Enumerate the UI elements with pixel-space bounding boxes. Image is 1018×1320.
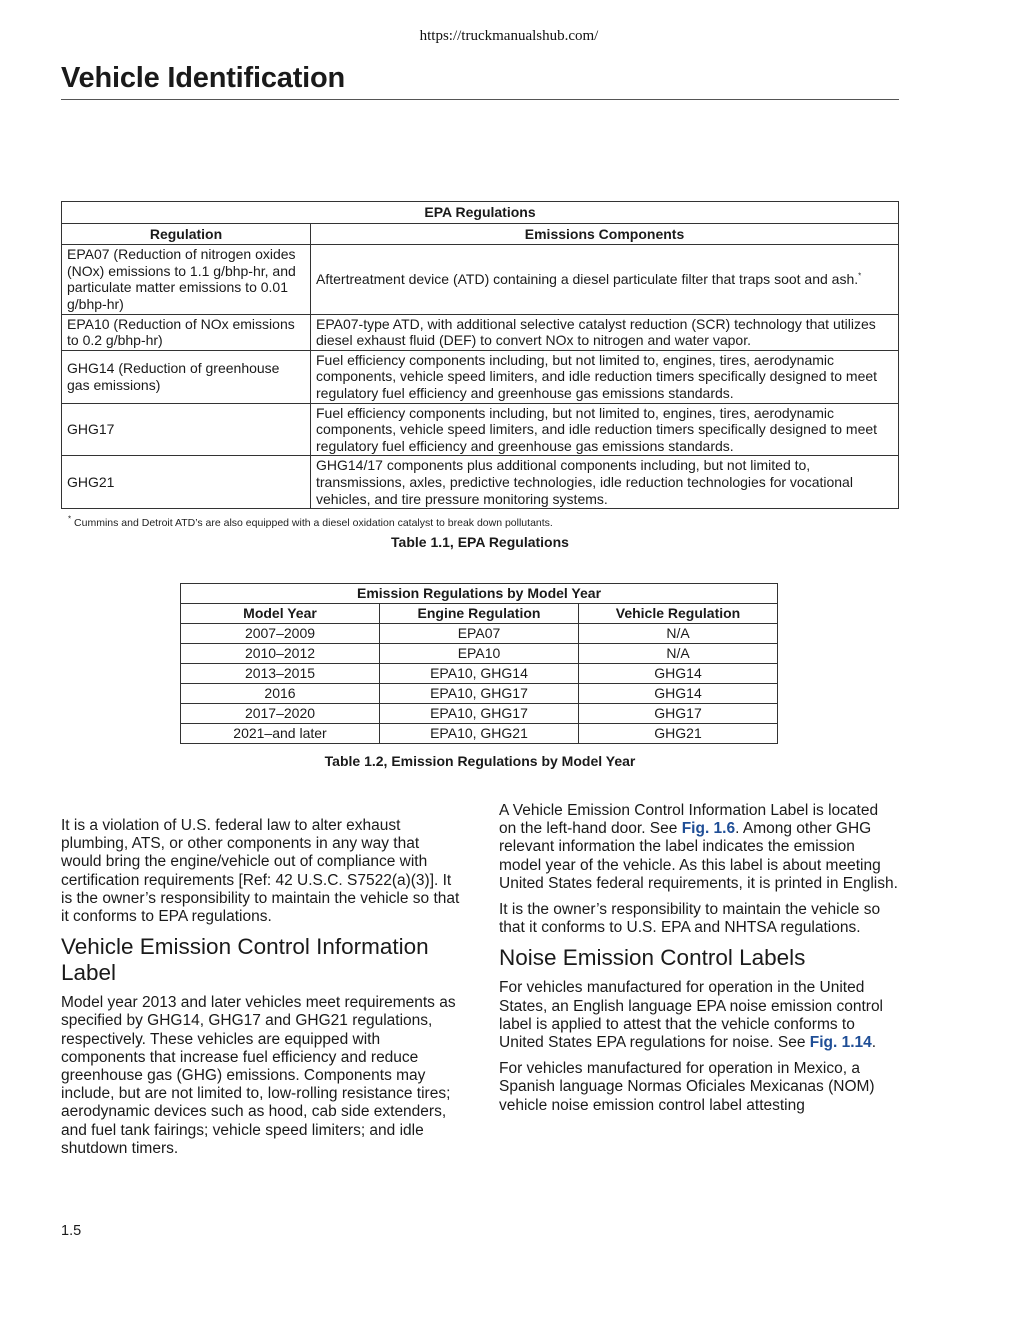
regulation-cell: GHG21 <box>62 456 311 509</box>
components-cell: Fuel efficiency components including, but not limited to, engines, tires, aerodynamic components, vehicle speed limiters, and idle reduction timers specifically designed to meet regulatory fuel efficiency and greenhouse gas emissions standards. <box>311 350 899 403</box>
section-heading: Vehicle Emission Control Information Label <box>61 934 429 986</box>
table-row <box>181 724 778 744</box>
table-footnote <box>68 514 553 529</box>
table-row <box>62 350 899 403</box>
paragraph: For vehicles manufactured for operation in Mexico, a Spanish language Normas Oficiales Mexicanas (NOM) vehicle noise emission control label attesting <box>499 1060 875 1114</box>
components-cell: Fuel efficiency components including, but not limited to, engines, tires, aerodynamic components, vehicle speed limiters, and idle reduction timers specifically designed to meet regulatory fuel efficiency and greenhouse gas emissions standards. <box>311 403 899 456</box>
left-column <box>61 817 461 1166</box>
components-cell: GHG14/17 components plus additional components including, but not limited to, transmissions, axles, predictive technologies, idle reduction technologies for vocational vehicles, and tire pressure monitoring systems. <box>311 456 899 509</box>
table-cell: EPA10, GHG21 <box>380 724 579 744</box>
paragraph-text: For vehicles manufactured for operation in the United States, an English language EPA noise emission control label is applied to attest that the vehicle conforms to United States EPA regulations for noise. See <box>499 979 884 1052</box>
paragraph-text: . Among other GHG relevant information the label indicates the emission model year of the vehicle. As this label is about meeting United States federal requirements, it is printed in English. <box>499 820 898 892</box>
table-caption: Table 1.1, EPA Regulations <box>391 534 569 550</box>
regulation-cell: EPA10 (Reduction of NOx emissions to 0.2 g/bhp-hr) <box>62 314 311 350</box>
table-cell: 2016 <box>181 684 380 704</box>
title-divider <box>61 99 899 100</box>
column-header-regulation: Regulation <box>62 223 311 245</box>
table-row <box>181 624 778 644</box>
table-cell: 2017–2020 <box>181 704 380 724</box>
regulation-cell: GHG14 (Reduction of greenhouse gas emissions) <box>62 350 311 403</box>
table-title: EPA Regulations <box>62 202 899 224</box>
table-cell: 2007–2009 <box>181 624 380 644</box>
table-title: Emission Regulations by Model Year <box>181 584 778 604</box>
column-header-model-year: Model Year <box>181 604 380 624</box>
regulation-cell: GHG17 <box>62 403 311 456</box>
footnote-text: Cummins and Detroit ATD’s are also equipped with a diesel oxidation catalyst to break down pollutants. <box>74 517 553 529</box>
components-text: Aftertreatment device (ATD) containing a diesel particulate filter that traps soot and ash. <box>316 271 859 288</box>
figure-link[interactable]: Fig. 1.6 <box>681 820 736 838</box>
paragraph-text: . <box>871 1034 877 1052</box>
paragraph: Model year 2013 and later vehicles meet requirements as specified by GHG14, GHG17 and GHG21 regulations, respectively. These vehicles are equipped with components that increase fuel efficiency and reduce greenhouse gas (GHG) emissions. Components may include, but are not limited to, low-rolling resistance tires; aerodynamic devices such as hood, cab side extenders, and fuel tank fairings; vehicle speed limiters; and idle shutdown timers. <box>61 994 456 1157</box>
emission-regulations-table <box>180 583 778 744</box>
table-cell: GHG14 <box>579 684 778 704</box>
table-cell: EPA10 <box>380 644 579 664</box>
epa-regulations-table <box>61 201 899 509</box>
footnote-marker: * <box>858 271 862 281</box>
table-row <box>62 403 899 456</box>
column-header-engine-regulation: Engine Regulation <box>380 604 579 624</box>
section-heading: Noise Emission Control Labels <box>499 945 806 971</box>
regulation-cell: EPA07 (Reduction of nitrogen oxides (NOx) emissions to 1.1 g/bhp-hr, and particulate matter emissions to 0.01 g/bhp-hr) <box>62 245 311 314</box>
column-header-components: Emissions Components <box>311 223 899 245</box>
table-row <box>62 456 899 509</box>
components-cell: EPA07-type ATD, with additional selective catalyst reduction (SCR) technology that utilizes diesel exhaust fluid (DEF) to convert NOx to nitrogen and water vapor. <box>311 314 899 350</box>
footnote-marker: * <box>68 514 72 524</box>
table-cell: N/A <box>579 644 778 664</box>
right-column <box>499 802 899 1123</box>
table-cell: EPA10, GHG14 <box>380 664 579 684</box>
table-caption: Table 1.2, Emission Regulations by Model Year <box>324 753 636 769</box>
components-cell <box>311 245 899 314</box>
column-header-vehicle-regulation: Vehicle Regulation <box>579 604 778 624</box>
table-cell: N/A <box>579 624 778 644</box>
paragraph-text: A Vehicle Emission Control Information Label is located on the left-hand door. See <box>499 802 879 838</box>
paragraph: It is the owner’s responsibility to maintain the vehicle so that it conforms to U.S. EPA and NHTSA regulations. <box>499 901 881 937</box>
page-title: Vehicle Identification <box>61 62 346 94</box>
table-row <box>181 684 778 704</box>
page-number: 1.5 <box>61 1223 82 1239</box>
table-cell: 2021–and later <box>181 724 380 744</box>
figure-link[interactable]: Fig. 1.14 <box>809 1034 872 1052</box>
table-cell: EPA10, GHG17 <box>380 704 579 724</box>
paragraph <box>499 802 899 893</box>
table-cell: GHG17 <box>579 704 778 724</box>
table-row <box>62 314 899 350</box>
table-row <box>181 664 778 684</box>
table-cell: 2013–2015 <box>181 664 380 684</box>
table-cell: GHG14 <box>579 664 778 684</box>
paragraph <box>499 979 899 1052</box>
table-cell: GHG21 <box>579 724 778 744</box>
table-row <box>181 704 778 724</box>
table-cell: EPA07 <box>380 624 579 644</box>
table-cell: 2010–2012 <box>181 644 380 664</box>
source-url: https://truckmanualshub.com/ <box>419 28 599 44</box>
table-cell: EPA10, GHG17 <box>380 684 579 704</box>
paragraph: It is a violation of U.S. federal law to alter exhaust plumbing, ATS, or other components in any way that would bring the engine/vehicle out of compliance with certification requirements [Ref: 42 U.S.C. S7522(a)(3)]. It is the owner’s responsibility to maintain the vehicle so that it conforms to EPA regulations. <box>61 817 460 926</box>
table-row <box>62 245 899 314</box>
table-row <box>181 644 778 664</box>
